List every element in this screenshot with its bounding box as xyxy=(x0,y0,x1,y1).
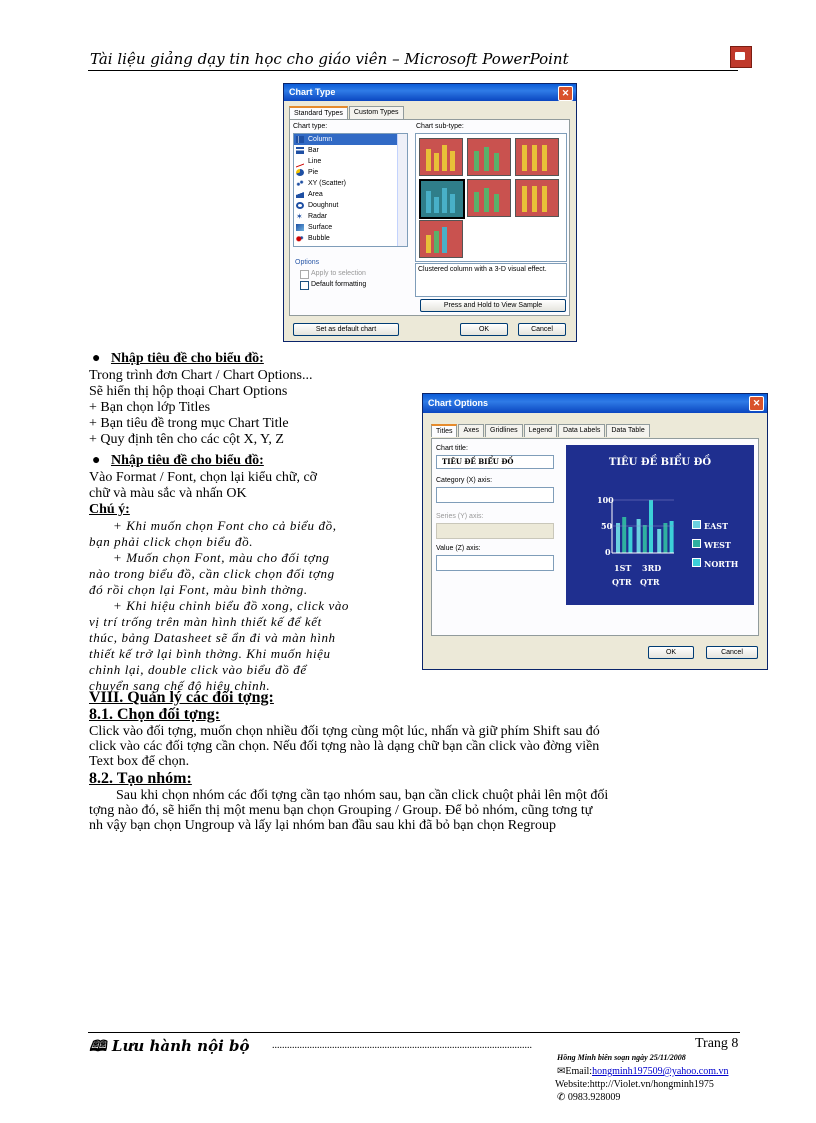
preview-bar xyxy=(643,525,647,553)
legend-item: EAST xyxy=(692,517,738,536)
preview-title: TIÊU ĐỀ BIỂU ĐỒ xyxy=(608,457,712,468)
list-item[interactable]: ✶ Radar xyxy=(296,212,328,221)
value-axis-field[interactable] xyxy=(436,555,554,571)
email-link[interactable]: hongminh197509@yahoo.com.vn xyxy=(592,1066,729,1077)
list-item[interactable]: Line xyxy=(294,156,407,167)
radar-chart-icon: ✶ xyxy=(296,212,303,221)
footer-divider xyxy=(88,1032,740,1033)
chart-title-field[interactable]: TIÊU ĐỀ BIỂU ĐỒ xyxy=(436,455,554,469)
list-item[interactable]: Bar xyxy=(294,145,407,156)
line-6: Vào Format / Font, chọn lại kiểu chữ, cỡ xyxy=(89,470,318,485)
header-divider xyxy=(88,70,738,71)
note-line-7: vị trí trống trên màn hình thiết kế để kết xyxy=(89,614,322,629)
envelope-icon: ✉ xyxy=(557,1066,566,1077)
preview-bar xyxy=(657,529,661,553)
preview-bar xyxy=(663,523,667,553)
cancel-button[interactable]: Cancel xyxy=(518,323,566,336)
value-axis-label: Value (Z) axis: xyxy=(436,545,481,552)
list-item[interactable]: XY (Scatter) xyxy=(294,178,407,189)
line-chart-icon xyxy=(296,157,304,168)
tab-data-labels[interactable]: Data Labels xyxy=(558,424,605,437)
description-box xyxy=(415,263,567,297)
preview-bar xyxy=(616,523,620,553)
tab-custom-types[interactable]: Custom Types xyxy=(349,106,404,119)
note-line-1: + Khi muốn chọn Font cho cả biểu đồ, xyxy=(113,518,337,533)
default-formatting-checkbox[interactable] xyxy=(300,281,309,290)
page-number: Trang 8 xyxy=(695,1036,739,1051)
tab-data-table[interactable]: Data Table xyxy=(606,424,649,437)
list-item[interactable]: Column xyxy=(294,134,407,145)
chart-options-title: Chart Options xyxy=(428,398,488,408)
paragraph-8-2-line-2: tợng nào đó, sẽ hiển thị một menu bạn chọn Grouping / Group. Để bỏ nhóm, cũng tơng tự xyxy=(89,803,593,818)
chart-options-dialog xyxy=(422,393,768,670)
chart-type-panel xyxy=(289,119,570,316)
subtype-tile[interactable] xyxy=(467,138,511,176)
chart-preview xyxy=(566,445,754,605)
preview-bar xyxy=(637,519,641,553)
description-text: Clustered column with a 3-D visual effect. xyxy=(418,266,547,273)
list-item[interactable]: Doughnut xyxy=(294,200,407,211)
x-tick-label: 1ST xyxy=(614,563,632,573)
chart-type-titlebar xyxy=(284,84,576,101)
paragraph-8-2-line-3: nh vậy bạn chọn Ungroup và lấy lại nhóm ban đầu sau khi đã bỏ bạn chọn Regroup xyxy=(89,818,556,833)
set-default-chart-button[interactable]: Set as default chart xyxy=(293,323,399,336)
tab-legend[interactable]: Legend xyxy=(524,424,557,437)
subtype-tile[interactable] xyxy=(467,179,511,217)
chart-options-titlebar xyxy=(423,394,767,413)
bar-chart-icon xyxy=(296,147,304,154)
chart-title-label: Chart title: xyxy=(436,445,468,452)
series-axis-field[interactable] xyxy=(436,523,554,539)
x-tick-label: QTR xyxy=(612,577,632,587)
chart-type-list[interactable] xyxy=(293,133,408,247)
subtype-grid xyxy=(415,133,567,262)
section-heading-8: VIII. Quản lý các đối tợng: xyxy=(89,689,274,706)
chart-type-dialog xyxy=(283,83,577,342)
tab-titles[interactable]: Titles xyxy=(431,424,457,437)
footer-dots: ........................................................................................................ xyxy=(272,1040,532,1051)
note-heading: Chú ý: xyxy=(89,502,130,517)
line-1: Trong trình đơn Chart / Chart Options... xyxy=(89,368,313,383)
legend-item: NORTH xyxy=(692,555,738,574)
press-hold-button[interactable]: Press and Hold to View Sample xyxy=(420,299,566,312)
apply-to-selection-label: Apply to selection xyxy=(311,270,366,277)
subtype-tile[interactable] xyxy=(419,138,463,176)
line-4: + Bạn tiêu đề trong mục Chart Title xyxy=(89,416,289,431)
doughnut-chart-icon xyxy=(296,202,304,209)
pie-chart-icon xyxy=(296,169,304,176)
paragraph-8-2-line-1: Sau khi chọn nhóm các đối tợng cần tạo nhóm sau, bạn cần click chuột phải lên một đối xyxy=(116,788,609,803)
chart-type-title: Chart Type xyxy=(289,87,336,97)
preview-bar xyxy=(628,527,632,553)
list-item[interactable]: Pie xyxy=(294,167,407,178)
cancel-button[interactable]: Cancel xyxy=(706,646,758,659)
subtype-tile[interactable] xyxy=(419,220,463,258)
line-7: chữ và màu sắc và nhấn OK xyxy=(89,486,247,501)
bullet-icon: ● xyxy=(92,351,111,366)
powerpoint-icon xyxy=(730,46,752,68)
header-title: Tài liệu giảng dạy tin học cho giáo viên – Microsoft PowerPoint xyxy=(90,50,569,68)
close-icon[interactable]: ✕ xyxy=(558,86,573,101)
subtype-tile[interactable] xyxy=(515,138,559,176)
list-item[interactable]: Bubble xyxy=(294,233,407,244)
y-tick-label: 0 xyxy=(605,547,611,557)
options-label: Options xyxy=(295,259,320,266)
x-tick-label: 3RD xyxy=(642,563,662,573)
bullet-heading-2: ● Nhập tiêu đề cho biểu đồ: xyxy=(92,453,264,468)
ok-button[interactable]: OK xyxy=(648,646,694,659)
chart-type-label: Chart type: xyxy=(293,123,328,130)
book-icon: 🕮 xyxy=(89,1037,112,1055)
subtype-tile[interactable] xyxy=(515,179,559,217)
preview-bar xyxy=(649,500,653,553)
footer-website: Website:http://Violet.vn/hongminh1975 xyxy=(555,1079,714,1090)
note-line-2: bạn phải click chọn biểu đồ. xyxy=(89,534,254,549)
note-line-8: thúc, bảng Datasheet sẽ ẩn đi và màn hình xyxy=(89,630,336,645)
paragraph-8-1-line-3: Text box để chọn. xyxy=(89,754,190,769)
area-chart-icon xyxy=(296,191,304,198)
line-5: + Quy định tên cho các cột X, Y, Z xyxy=(89,432,284,447)
footer-email: ✉Email:hongminh197509@yahoo.com.vn xyxy=(557,1066,729,1077)
column-chart-icon xyxy=(296,136,304,143)
surface-chart-icon xyxy=(296,224,304,231)
tab-axes[interactable]: Axes xyxy=(458,424,484,437)
phone-icon: ✆ xyxy=(557,1092,568,1101)
default-formatting-label: Default formatting xyxy=(311,281,367,288)
footer-phone: ✆ 0983.928009 xyxy=(557,1092,621,1101)
apply-to-selection-checkbox[interactable] xyxy=(300,270,309,279)
note-line-3: + Muốn chọn Font, màu cho đối tợng xyxy=(113,550,330,565)
series-axis-label: Series (Y) axis: xyxy=(436,513,484,520)
section-heading-8-2: 8.2. Tạo nhóm: xyxy=(89,770,192,787)
category-axis-field[interactable] xyxy=(436,487,554,503)
y-tick-label: 100 xyxy=(597,495,614,505)
y-tick-label: 50 xyxy=(601,521,613,531)
bullet-icon: ● xyxy=(92,453,111,468)
paragraph-8-1-line-2: click vào các đối tợng cần chọn. Nếu đối tợng nào là dạng chữ bạn cần click vào đờng viền xyxy=(89,739,600,754)
list-item[interactable]: Surface xyxy=(294,222,407,233)
note-line-11: chuyển sang chế độ hiệu chỉnh. xyxy=(89,678,271,693)
titles-panel xyxy=(431,438,759,636)
note-line-9: thiết kế trở lại bình thờng. Khi muốn hiệu xyxy=(89,646,331,661)
line-2: Sẽ hiển thị hộp thoại Chart Options xyxy=(89,384,288,399)
note-line-5: đó rồi chọn lại Font, màu bình thờng. xyxy=(89,582,308,597)
subtype-tile-selected[interactable] xyxy=(419,179,465,219)
category-axis-label: Category (X) axis: xyxy=(436,477,493,484)
section-heading-8-1: 8.1. Chọn đối tợng: xyxy=(89,706,221,723)
preview-legend xyxy=(692,517,738,574)
list-item[interactable]: Area xyxy=(294,189,407,200)
line-3: + Bạn chọn lớp Titles xyxy=(89,400,211,415)
note-line-10: chỉnh lại, double click vào biểu đồ để xyxy=(89,662,307,677)
tab-standard-types[interactable]: Standard Types xyxy=(289,106,348,119)
footer-left: 🕮 Lưu hành nội bộ xyxy=(89,1037,250,1055)
note-line-6: + Khi hiệu chỉnh biểu đồ xong, click vào xyxy=(113,598,350,613)
bubble-chart-icon xyxy=(296,235,304,242)
note-line-4: nào trong biểu đồ, cần click chọn đối tợng xyxy=(89,566,335,581)
footer-author: Hồng Minh biên soạn ngày 25/11/2008 xyxy=(557,1053,686,1062)
bullet-heading-1: ● Nhập tiêu đề cho biểu đồ: xyxy=(92,351,264,366)
chart-subtype-label: Chart sub-type: xyxy=(416,123,464,130)
list-scrollbar[interactable] xyxy=(397,134,407,246)
preview-bar xyxy=(622,517,626,553)
ok-button[interactable]: OK xyxy=(460,323,508,336)
close-icon[interactable]: ✕ xyxy=(749,396,764,411)
tab-gridlines[interactable]: Gridlines xyxy=(485,424,523,437)
x-tick-label: QTR xyxy=(640,577,660,587)
paragraph-8-1-line-1: Click vào đối tợng, muốn chọn nhiều đối tợng cùng một lúc, nhấn và giữ phím Shift sau đó xyxy=(89,724,600,739)
scatter-chart-icon xyxy=(296,180,304,187)
legend-item: WEST xyxy=(692,536,738,555)
